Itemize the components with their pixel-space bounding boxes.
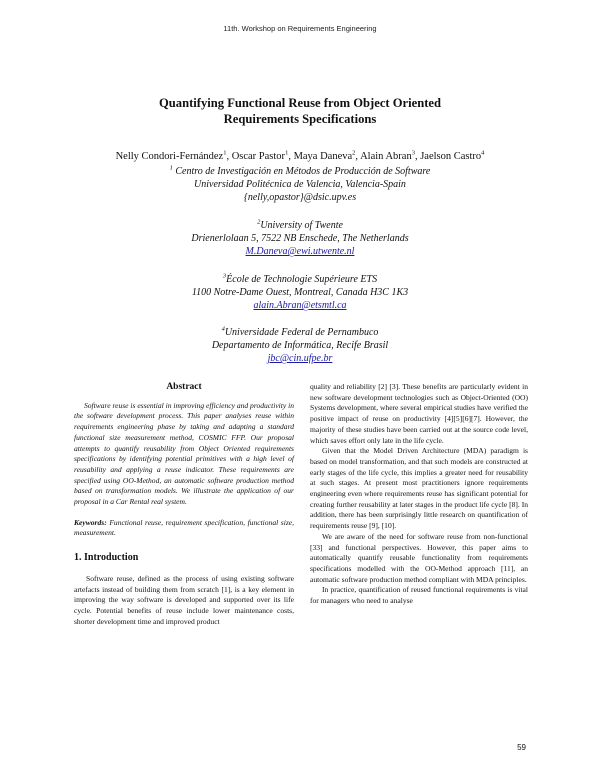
author-sup: 3 [411, 149, 415, 157]
intro-paragraph: Software reuse, defined as the process of using existing software artefacts instead of building them from scratch [1], is a key element in improving the way software is developed and supported over its life cycle. Potential benefits of reuse include lower maintenance costs, shorter development time and improved product [74, 573, 294, 626]
body-paragraph: quality and reliability [2] [3]. These benefits are particularly evident in new software development technologies such as Object-Oriented (OO) Systems development, where several empirical studies have verified the positive impact of reuse on productivity [4][5][6][7]. However, the majority of these studies have been carried out at the source code level, which saves effort only late in the life cycle. [310, 382, 528, 445]
title-line-1: Quantifying Functional Reuse from Object Oriented [158, 96, 442, 110]
affil-sup: 4 [221, 325, 225, 333]
affil-line-1: University of Twente [260, 220, 343, 231]
affiliation-4 [60, 326, 540, 365]
affil-line-1: Centro de Investigación en Métodos de Producción de Software [175, 166, 431, 177]
author-name: Oscar Pastor [231, 151, 286, 162]
author-name: Maya Daneva [293, 151, 353, 162]
body-paragraph: In practice, quantification of reused functional requirements is vital for managers who need to analyse [310, 585, 528, 606]
keywords [74, 518, 294, 539]
affil-line-2: Universidad Politécnica de Valencia, Valencia-Spain [194, 179, 406, 190]
body-paragraph: We are aware of the need for software reuse from non-functional [33] and functional perspectives. However, this paper aims to automatically quantify reusable functionality from requirements specifications modelled with the OO-Method approach [11], an automatic software production method compliant with MDA principles. [310, 531, 528, 584]
author-sup: 4 [481, 149, 485, 157]
affil-sup: 3 [222, 272, 227, 280]
affil-email-link[interactable]: M.Daneva@ewi.utwente.nl [245, 246, 355, 257]
keywords-label: Keywords: [74, 517, 107, 527]
right-column [310, 382, 528, 607]
affil-line-2: 1100 Notre-Dame Ouest, Montreal, Canada H3C 1K3 [191, 287, 409, 298]
author-list: Nelly Condori-Fernández$^1$, Oscar Pastor$^1$, Maya Daneva$^2$, Alain Abran$^3$, Jaelson Castro$^4$ [115, 149, 485, 162]
abstract-heading: Abstract [166, 382, 202, 392]
page-number: 59 [517, 743, 526, 752]
abstract-text: Software reuse is essential in improving efficiency and productivity in the software development process. This paper analyses reuse within requirements engineering phase by taking and adapting a standard functional size measurement method, COSMIC FFP. Our proposal attempts to quantify reusability from Object Oriented requirements specifications by identifying potential primitives with a high level of reusability and applying a reuse indicator. These requirements are specified using OO-Method, an automatic software production method based on transformation models. We illustrate the application of our proposal in a Car Rental real system. [74, 400, 294, 507]
title-line-2: Requirements Specifications [223, 112, 377, 126]
affil-line-1: École de Technologie Supérieure ETS [226, 274, 378, 285]
affil-line-1: Universidade Federal de Pernambuco [224, 327, 379, 338]
affiliation-1 [60, 165, 540, 204]
author-sup: 1 [223, 149, 227, 157]
running-head: 11th. Workshop on Requirements Engineering [223, 24, 377, 33]
affil-line-2: Departamento de Informática, Recife Brasil [211, 340, 389, 351]
affil-email-link[interactable]: alain.Abran@etsmtl.ca [253, 300, 347, 311]
left-column [74, 382, 294, 627]
affiliation-3 [60, 273, 540, 312]
affil-email-link[interactable]: jbc@cin.ufpe.br [267, 353, 333, 364]
affil-email: {nelly,opastor}@dsic.upv.es [243, 192, 357, 203]
author-name: Jaelson Castro [420, 151, 482, 162]
affil-line-2: Drienerlolaan 5, 7522 NB Enschede, The Netherlands [191, 233, 409, 244]
keywords-text: Functional reuse, requirement specification, functional size, measurement. [74, 517, 294, 538]
body-paragraph: Given that the Model Driven Architecture (MDA) paradigm is based on model transformation, and that such models are constructed at early stages of the life cycle, this implies a greater need for reusability at such stages. At present most practitioners ignore requirements engineering even where requirements reuse has significant potential for creating further reusability at later stages in the product life cycle [8]. In addition, there has been surprisingly little research on quantification of requirements reuse [9], [10]. [310, 446, 528, 531]
paper-title [60, 95, 540, 127]
affiliation-2 [60, 219, 540, 258]
affil-sup: 1 [169, 164, 173, 172]
author-sup: 2 [352, 149, 356, 157]
section-heading-introduction: 1. Introduction [74, 552, 139, 564]
author-sup: 1 [285, 149, 289, 157]
author-name: Alain Abran [360, 151, 412, 162]
author-name: Nelly Condori-Fernández [115, 151, 224, 162]
affil-sup: 2 [257, 218, 261, 226]
